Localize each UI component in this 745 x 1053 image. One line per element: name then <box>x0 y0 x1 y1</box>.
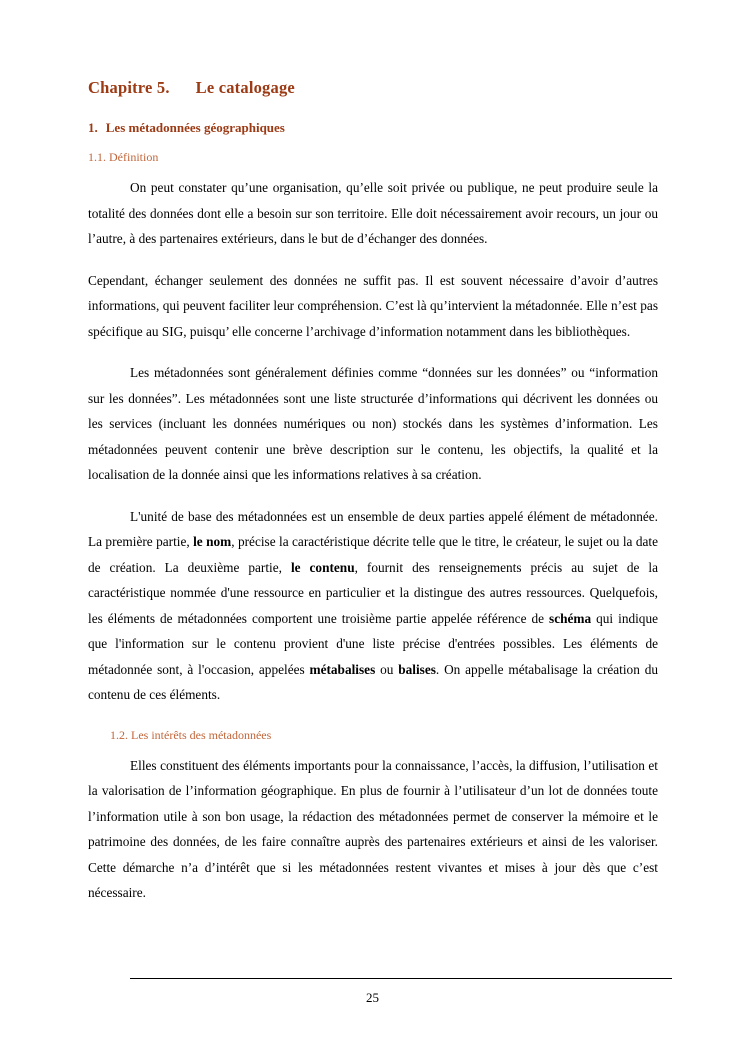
page-content <box>88 78 658 908</box>
p4-term-nom: le nom <box>193 534 232 550</box>
p4-term-balises: balises <box>398 661 436 677</box>
p4-term-metabalises: métabalises <box>309 661 376 677</box>
paragraph-4 <box>88 504 658 708</box>
page-number: 25 <box>366 990 379 1005</box>
section-number: 1. <box>88 120 98 135</box>
p4-term-contenu: le contenu <box>290 559 355 575</box>
paragraph-3: Les métadonnées sont généralement définies comme “données sur les données” ou “information sur les données”. Les métadonnées sont une liste structurée d’informations qui décrivent les données ou les services (incluant les données numériques ou non) stockés dans les systèmes d’information. Les métadonnées peuvent contenir une brève description sur le contenu, les objectifs, la qualité et la localisation de la donnée ainsi que les informations relatives à sa création. <box>88 365 658 483</box>
section-heading <box>88 120 658 136</box>
p4-part-i: ou <box>375 661 399 677</box>
p4-part-e: , fournit des renseignements précis au sujet de la caractéristique nommée d'une ressource en particulier et la distingue des autres ressources. Quelquefois, les éléments de métadonnées comportent une troisième partie appelée référence de <box>88 559 658 626</box>
paragraph-5: Elles constituent des éléments importants pour la connaissance, l’accès, la diffusion, l’utilisation et la valorisation de l’information géographique. En plus de fournir à l’utilisateur d’un lot de données toute l’information utile à son bon usage, la rédaction des métadonnées permet de conserver la mémoire et le patrimoine des données, de les faire connaître auprès des partenaires extérieurs et ainsi de les valoriser. Cette démarche n’a d’intérêt que si les métadonnées restent vivantes et mises à jour dès que c’est nécessaire. <box>88 757 658 901</box>
p4-term-schema: schéma <box>549 610 592 626</box>
subsection-heading-interets: 1.2. Les intérêts des métadonnées <box>110 727 272 742</box>
p4-part-c: , précise la caractéristique décrite telle que le titre, le créateur, le sujet ou la date de création. La deuxième partie, <box>88 534 658 575</box>
section-title-text: Les métadonnées géographiques <box>105 120 285 135</box>
chapter-heading <box>88 78 658 98</box>
p4-part-a: L'unité de base des métadonnées est un ensemble de deux parties appelé élément de métadonnée. La première partie, <box>88 508 658 550</box>
subsection-heading-definition: 1.1. Définition <box>88 150 159 164</box>
paragraph-2: Cependant, échanger seulement des données ne suffit pas. Il est souvent nécessaire d’avoir d’autres informations, qui peuvent faciliter leur compréhension. C’est là qu’intervient la métadonnée. Elle n’est pas spécifique au SIG, puisqu’ elle concerne l’archivage d’information notamment dans les bibliothèques. <box>88 272 658 339</box>
paragraph-1: On peut constater qu’une organisation, qu’elle soit privée ou publique, ne peut produire seule la totalité des données dont elle a besoin sur son territoire. Elle doit nécessairement avoir recours, un jour ou l’autre, à des partenaires extérieurs, dans le but de d’échanger des données. <box>88 180 658 247</box>
chapter-title-text: Le catalogage <box>195 78 295 97</box>
chapter-number: Chapitre 5. <box>88 78 170 97</box>
p4-part-g: qui indique que l'information sur le contenu provient d'une liste précise d'entrées possibles. Les éléments de métadonnée sont, à l'occasion, appelées <box>88 610 659 677</box>
footer-divider <box>130 978 672 979</box>
p4-part-k: . On appelle métabalisage la création du contenu de ces éléments. <box>88 661 658 703</box>
